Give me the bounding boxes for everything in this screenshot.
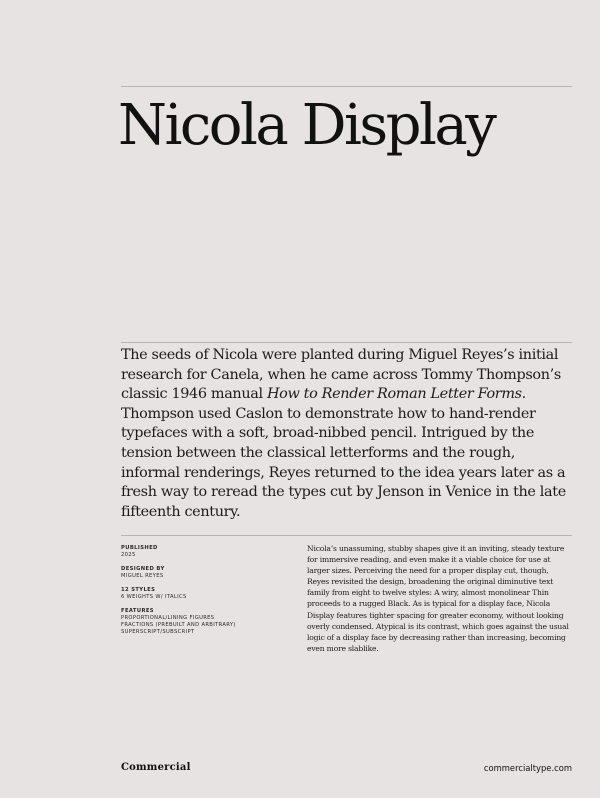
feature-item: PROPORTIONAL/LINING FIGURES — [121, 615, 215, 621]
designed-by-label: DESIGNED BY — [121, 566, 165, 572]
intro-text-start: The seeds of Nicola were planted during Miguel Reyes’s initial research for Canela, when he came across Tommy Thompson’s classic 1946 manual — [121, 347, 561, 403]
details-divider — [121, 535, 572, 536]
features-label: FEATURES — [121, 608, 154, 614]
top-divider — [121, 86, 572, 87]
intro-text-end: Thompson used Caslon to demonstrate how to hand-render typefaces with a soft, broad-nibbed pencil. Intrigued by the tension between the classical letterforms and the rough, informal renderings, Reyes returned to the idea years later as a fresh way to reread the types cut by Jenson in Venice in the late fifteenth century. — [121, 405, 566, 520]
intro-divider — [121, 342, 572, 343]
feature-item: SUPERSCRIPT/SUBSCRIPT — [121, 629, 195, 635]
styles-label: 12 STYLES — [121, 587, 156, 593]
intro-paragraph — [121, 346, 576, 522]
meta-published — [121, 545, 291, 559]
published-label: PUBLISHED — [121, 545, 158, 551]
footer-brand-logo: Commercial — [121, 762, 191, 773]
published-value: 2025 — [121, 552, 136, 558]
book-title: How to Render Roman Letter Forms. — [266, 386, 526, 403]
feature-item: FRACTIONS (PREBUILT AND ARBITRARY) — [121, 622, 236, 628]
meta-features — [121, 608, 291, 636]
designed-by-value: MIGUEL REYES — [121, 573, 164, 579]
meta-styles — [121, 587, 291, 601]
page-title: Nicola Display — [118, 93, 495, 158]
footer-website-link[interactable]: commercialtype.com — [483, 763, 572, 773]
description-paragraph: Nicola’s unassuming, stubby shapes give it an inviting, steady texture for immersive reading, and even make it a viable choice for use at larger sizes. Perceiving the need for a proper display cut, though, Reyes revisited the design, broadening the original diminutive text family from eight to twelve styles: A wiry, almost monolinear Thin proceeds to a rugged Black. As is typical for a display face, Nicola Display features tighter spacing for greater economy, without looking overly condensed. Atypical is its contrast, which goes against the usual logic of a display face by decreasing rather than increasing, becoming even more slablike. — [307, 544, 569, 653]
meta-designed-by — [121, 566, 291, 580]
styles-value: 6 WEIGHTS W/ ITALICS — [121, 594, 187, 600]
